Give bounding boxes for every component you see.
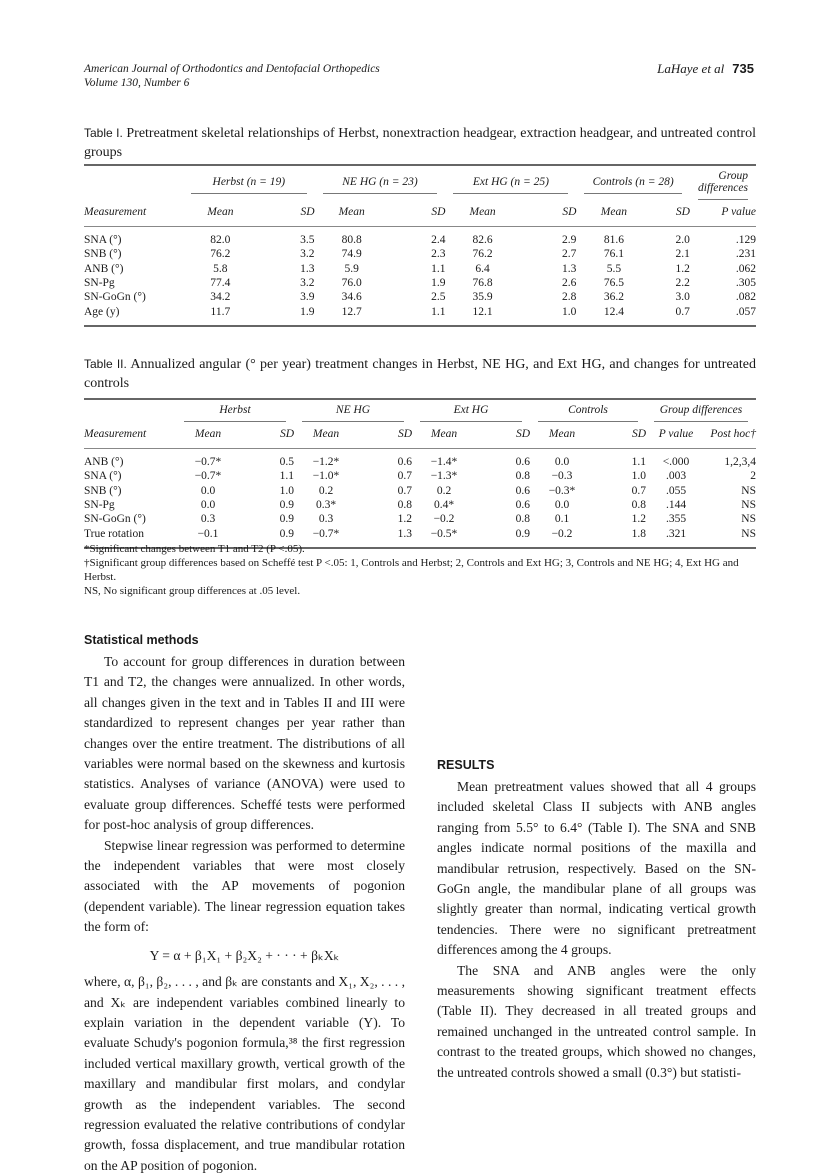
cell-value: 1.1 [431, 262, 446, 275]
cell-value: 0.1 [554, 513, 570, 526]
cell-value: 0.0 [200, 484, 216, 497]
cell-value: 0.3* [315, 499, 337, 512]
column-header: SD [389, 200, 446, 227]
row-label: SN-Pg [84, 277, 115, 290]
column-header: SD [476, 422, 530, 449]
cell-value: 5.8 [213, 262, 228, 275]
cell-value: 0.3 [200, 513, 216, 526]
cell-value: NS [741, 513, 756, 526]
column-header: Mean [412, 422, 476, 449]
cell-value: 1.1 [279, 470, 294, 483]
cell-value: 1.2 [631, 513, 646, 526]
cell-value: 0.4* [433, 499, 455, 512]
cell-value: 76.2 [210, 248, 231, 261]
cell-value: 1.1 [389, 304, 446, 325]
cell-value: .305 [735, 277, 756, 290]
cell-value: −0.3* [548, 484, 576, 497]
cell-value: 80.8 [341, 234, 362, 247]
column-header: Mean [530, 422, 594, 449]
column-header: P value [646, 422, 706, 449]
table-2 [84, 398, 756, 549]
cell-value: 0.6 [397, 456, 412, 469]
table-row [84, 449, 756, 470]
cell-value: −0.1 [176, 526, 240, 547]
cell-value: 2.9 [562, 234, 577, 247]
cell-value: 2.7 [562, 248, 577, 261]
cell-value: 2.5 [431, 291, 446, 304]
cell-value: −0.5* [412, 526, 476, 547]
row-label: ANB (°) [84, 456, 124, 469]
journal-name: American Journal of Orthodontics and Dentofacial Orthopedics [84, 63, 380, 75]
column-header: SD [651, 200, 690, 227]
paragraph: Mean pretreatment values showed that all 4 groups included skeletal Class II subjects with ANB angles ranging from 5.5° to 6.4° (Table I). The SNA and SNB angles indicate normal positions of the maxilla and mandibular retrusion, respectively. Based on the SN-GoGn angle, the mandibular plane of all groups was slightly greater than normal, indicating vertical growth tendencies. There were no significant pretreatment differences among the 4 groups. [437, 779, 756, 958]
cell-value: 74.9 [341, 248, 362, 261]
cell-value: 76.1 [603, 248, 624, 261]
group-header: Ext HG [420, 404, 522, 422]
cell-value: −0.3 [551, 470, 573, 483]
cell-value: −1.0* [312, 470, 340, 483]
row-label: SN-GoGn (°) [84, 291, 146, 304]
cell-value: 12.7 [315, 304, 389, 325]
cell-value: 2 [750, 470, 756, 483]
cell-value: .055 [665, 484, 687, 497]
cell-value: 0.9 [240, 526, 294, 547]
cell-value: 0.2 [436, 484, 452, 497]
table2-caption [84, 355, 756, 393]
cell-value: 3.5 [300, 234, 315, 247]
cell-value: 12.4 [576, 304, 651, 325]
table-row [84, 290, 756, 304]
paragraph: Stepwise linear regression was performed to determine the independent variables that were most closely associated with the AP movements of pogonion (dependent variable). The linear regression equation takes the form of: [84, 837, 405, 935]
table-row [84, 512, 756, 526]
cell-value: .057 [690, 304, 756, 325]
row-label: True rotation [84, 526, 176, 547]
column-header: SD [358, 422, 412, 449]
column-header: Mean [576, 200, 651, 227]
cell-value: −0.2 [530, 526, 594, 547]
table2-footnotes [84, 542, 756, 598]
cell-value: −1.3* [430, 470, 458, 483]
cell-value: 1.9 [431, 277, 446, 290]
column-header: Mean [294, 422, 358, 449]
page-header-right [657, 62, 754, 76]
row-label: SNB (°) [84, 248, 122, 261]
cell-value: 5.5 [606, 262, 622, 275]
cell-value: .144 [665, 499, 687, 512]
cell-value: −1.2* [312, 456, 340, 469]
cell-value: 76.2 [472, 248, 493, 261]
cell-value: 5.9 [344, 262, 359, 275]
group-header: Controls [538, 404, 638, 422]
cell-value: 0.7 [631, 484, 646, 497]
column-header: Measurement [84, 422, 176, 449]
cell-value: NS [741, 484, 756, 497]
cell-value: −0.7* [294, 526, 358, 547]
row-label: Age (y) [84, 304, 183, 325]
cell-value: 0.6 [515, 499, 530, 512]
cell-value: 11.7 [183, 304, 258, 325]
cell-value: 34.6 [341, 291, 362, 304]
column-header: Measurement [84, 200, 183, 227]
cell-value: 82.6 [472, 234, 493, 247]
row-label: SN-GoGn (°) [84, 513, 146, 526]
cell-value: .355 [665, 513, 687, 526]
table1-caption-text: Pretreatment skeletal relationships of Herbst, nonextraction headgear, extraction headgear, and untreated control groups [84, 126, 756, 160]
cell-value: 0.9 [279, 513, 294, 526]
cell-value: <.000 [662, 456, 690, 469]
cell-value: −0.2 [433, 513, 455, 526]
cell-value: 2.1 [675, 248, 690, 261]
row-label: SN-Pg [84, 499, 115, 512]
cell-value: 3.2 [300, 248, 315, 261]
cell-value: 1.1 [631, 456, 646, 469]
regression-equation: Y = α + β₁X₁ + β₂X₂ + · · · + βₖXₖ [149, 947, 340, 963]
cell-value: 0.6 [515, 456, 530, 469]
cell-value: 2.2 [675, 277, 690, 290]
group-header: Controls (n = 28) [584, 176, 681, 194]
cell-value: .082 [735, 291, 756, 304]
cell-value: .003 [665, 470, 687, 483]
table-row [84, 227, 756, 248]
cell-value: 1.0 [520, 304, 577, 325]
column-header: SD [594, 422, 646, 449]
cell-value: 0.5 [279, 456, 294, 469]
group-header: Group differences [698, 170, 748, 200]
cell-value: 6.4 [475, 262, 490, 275]
cell-value: .062 [735, 262, 756, 275]
footnote-significance: *Significant changes between T1 and T2 (P <.05). [84, 543, 305, 555]
paragraph: The SNA and ANB angles were the only measurements showing significant treatment effects (Table II). They decreased in all treated groups and remained unchanged in the untreated control sample. In contrast to the treated groups, which showed no changes, the untreated controls showed a small (0.3°) but statisti- [437, 962, 756, 1080]
group-header: Group differences [654, 404, 748, 422]
cell-value: 0.7 [651, 304, 690, 325]
column-header: Mean [183, 200, 258, 227]
cell-value: 3.9 [300, 291, 315, 304]
cell-value: 3.0 [675, 291, 690, 304]
cell-value: 0.0 [554, 456, 570, 469]
cell-value: 0.9 [279, 499, 294, 512]
cell-value: 1.3 [562, 262, 577, 275]
footnote-posthoc: †Significant group differences based on Scheffé test P <.05: 1, Controls and Herbst; 2, Controls and Ext HG; 3, Controls and NE HG; 4, Ext HG and Herbst. [84, 557, 739, 583]
cell-value: .321 [646, 526, 706, 547]
cell-value: 1.2 [675, 262, 690, 275]
cell-value: 76.8 [472, 277, 493, 290]
cell-value: 2.0 [675, 234, 690, 247]
column-header: SD [520, 200, 577, 227]
row-label: ANB (°) [84, 262, 124, 275]
cell-value: NS [741, 499, 756, 512]
cell-value: 2.8 [562, 291, 577, 304]
cell-value: 0.3 [318, 513, 334, 526]
column-header: P value [690, 200, 756, 227]
cell-value: 82.0 [210, 234, 231, 247]
table-row [84, 498, 756, 512]
cell-value: 0.6 [515, 484, 530, 497]
table-row [84, 276, 756, 290]
column-header: Post hoc† [706, 422, 756, 449]
cell-value: 76.5 [603, 277, 624, 290]
cell-value: 1,2,3,4 [724, 456, 756, 469]
cell-value: 2.6 [562, 277, 577, 290]
cell-value: −0.7* [194, 470, 222, 483]
cell-value: 0.7 [397, 470, 412, 483]
cell-value: 0.8 [631, 499, 646, 512]
left-column [84, 630, 405, 1176]
table-row [84, 484, 756, 498]
table2-caption-text: Annualized angular (° per year) treatment changes in Herbst, NE HG, and Ext HG, and changes for untreated controls [84, 357, 756, 391]
table-row [84, 247, 756, 261]
paragraph: where, α, β₁, β₂, . . . , and βₖ are constants and X₁, X₂, . . . , and Xₖ are independent variables combined linearly to explain variation in the dependent variable (Y). To evaluate Schudy's pogonion formula,³⁸ the first regression included vertical maxillary growth, vertical growth of the maxillary and mandibular first molars, and condylar growth as the independent variables. The second regression evaluated the relative contributions of condylar growth, fossa displacement, and true mandibular rotation on the AP position of pogonion. [84, 974, 405, 1173]
cell-value: 2.4 [431, 234, 446, 247]
row-label: SNB (°) [84, 484, 122, 497]
group-header: NE HG (n = 23) [323, 176, 438, 194]
cell-value: 35.9 [472, 291, 493, 304]
column-header: SD [240, 422, 294, 449]
group-header: Ext HG (n = 25) [453, 176, 568, 194]
cell-value: 0.2 [318, 484, 334, 497]
cell-value: 1.3 [300, 262, 315, 275]
journal-volume: Volume 130, Number 6 [84, 77, 190, 89]
page-number: 735 [732, 61, 754, 76]
cell-value: 12.1 [445, 304, 519, 325]
section-heading-results: RESULTS [437, 758, 495, 772]
table-row [84, 304, 756, 325]
cell-value: .231 [735, 248, 756, 261]
right-column [437, 630, 756, 1083]
row-label: SNA (°) [84, 234, 122, 247]
cell-value: 1.0 [279, 484, 294, 497]
footnote-ns: NS, No significant group differences at .05 level. [84, 585, 301, 597]
table1-label: Table I. [84, 126, 123, 140]
cell-value: 0.9 [476, 526, 530, 547]
cell-value: 34.2 [210, 291, 231, 304]
cell-value: −0.7* [194, 456, 222, 469]
cell-value: −1.4* [430, 456, 458, 469]
cell-value: NS [706, 526, 756, 547]
table-row [84, 262, 756, 276]
column-header: Mean [176, 422, 240, 449]
cell-value: 36.2 [603, 291, 624, 304]
cell-value: 81.6 [603, 234, 624, 247]
cell-value: 76.0 [341, 277, 362, 290]
cell-value: 77.4 [210, 277, 231, 290]
running-header [84, 62, 754, 90]
cell-value: 1.9 [258, 304, 315, 325]
cell-value: 0.8 [397, 499, 412, 512]
table-row [84, 469, 756, 483]
table1-caption [84, 124, 756, 162]
row-label: SNA (°) [84, 470, 122, 483]
column-header: SD [258, 200, 315, 227]
authors: LaHaye et al [657, 61, 725, 76]
column-header: Mean [315, 200, 389, 227]
cell-value: .129 [735, 234, 756, 247]
group-header: Herbst [184, 404, 286, 422]
section-heading-statistical-methods: Statistical methods [84, 633, 199, 647]
cell-value: 1.2 [397, 513, 412, 526]
cell-value: 0.8 [515, 470, 530, 483]
group-header: NE HG [302, 404, 404, 422]
cell-value: 1.0 [631, 470, 646, 483]
cell-value: 0.7 [397, 484, 412, 497]
cell-value: 0.8 [515, 513, 530, 526]
cell-value: 1.8 [594, 526, 646, 547]
column-header: Mean [445, 200, 519, 227]
table-1 [84, 164, 756, 327]
cell-value: 3.2 [300, 277, 315, 290]
cell-value: 0.0 [200, 499, 216, 512]
table2-label: Table II. [84, 357, 127, 371]
group-header: Herbst (n = 19) [191, 176, 306, 194]
cell-value: 2.3 [431, 248, 446, 261]
cell-value: 0.0 [554, 499, 570, 512]
cell-value: 1.3 [358, 526, 412, 547]
paragraph: To account for group differences in duration between T1 and T2, the changes were annualized. In other words, all changes given in the text and in Tables II and III were standardized to represent changes per year rather than changes over the entire treatment. The distributions of all variables were normal based on the skewness and kurtosis statistics. Analyses of variance (ANOVA) were used to evaluate group differences. Scheffé tests were performed for post-hoc analysis of group differences. [84, 654, 405, 833]
